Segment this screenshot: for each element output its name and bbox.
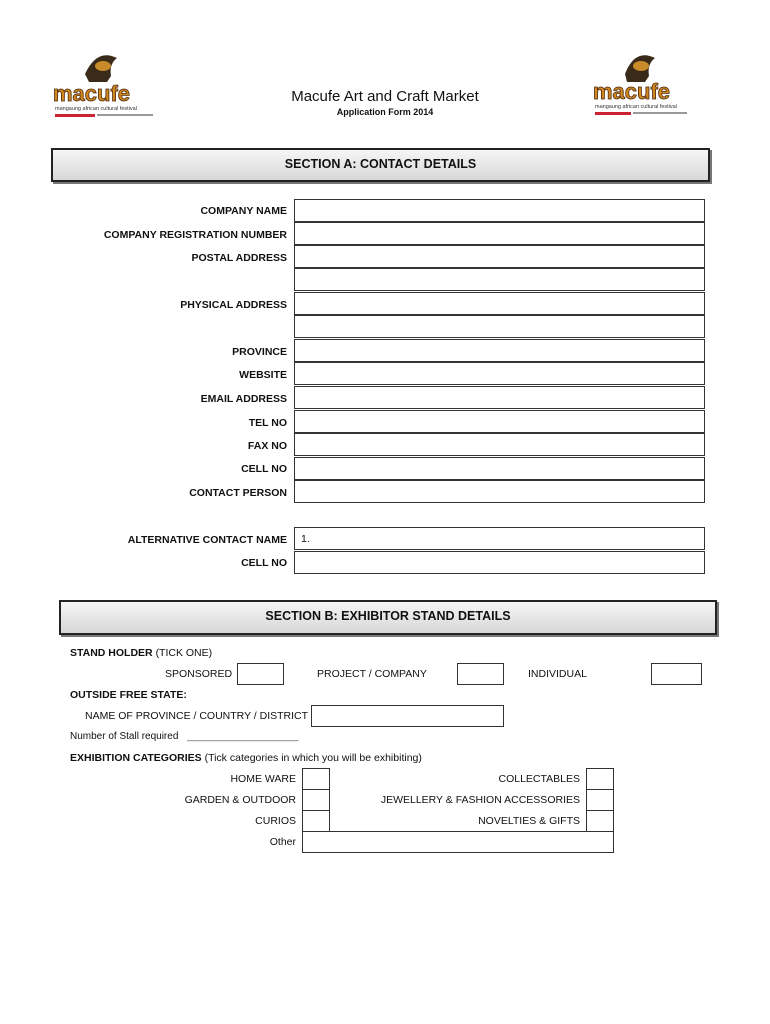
alternative-contact-label: ALTERNATIVE CONTACT NAME (127, 534, 287, 546)
tel-no-input[interactable] (294, 410, 705, 433)
tel-no-label: TEL NO (248, 417, 287, 429)
novelties-checkbox[interactable] (586, 810, 614, 832)
cell-no-label: CELL NO (241, 463, 287, 475)
macufe-logo-right (585, 44, 697, 122)
company-registration-label: COMPANY REGISTRATION NUMBER (103, 229, 287, 241)
project-company-checkbox[interactable] (457, 663, 504, 685)
individual-checkbox[interactable] (651, 663, 702, 685)
jewellery-label: JEWELLERY & FASHION ACCESSORIES (380, 794, 580, 806)
alternative-contact-input[interactable]: 1. (294, 527, 705, 550)
individual-label: INDIVIDUAL (528, 668, 587, 680)
form-subtitle: Application Form 2014 (336, 107, 434, 117)
fax-no-label: FAX NO (247, 440, 287, 452)
exhibition-categories-note: (Tick categories in which you will be exhibiting) (204, 752, 422, 764)
contact-person-label: CONTACT PERSON (189, 487, 287, 499)
fax-no-input[interactable] (294, 433, 705, 456)
outside-free-state-label: OUTSIDE FREE STATE: (70, 689, 187, 701)
physical-address-input-2[interactable] (294, 315, 705, 338)
postal-address-input-1[interactable] (294, 245, 705, 268)
company-registration-input[interactable] (294, 222, 705, 245)
email-address-input[interactable] (294, 386, 705, 409)
sponsored-checkbox[interactable] (237, 663, 284, 685)
collectables-checkbox[interactable] (586, 768, 614, 790)
alt-cell-no-label: CELL NO (241, 557, 287, 569)
curios-checkbox[interactable] (302, 810, 330, 832)
website-label: WEBSITE (239, 369, 287, 381)
name-of-province-label: NAME OF PROVINCE / COUNTRY / DISTRICT (85, 710, 309, 722)
stand-holder-label: STAND HOLDER (70, 647, 153, 659)
cell-no-input[interactable] (294, 457, 705, 480)
garden-outdoor-label: GARDEN & OUTDOOR (184, 794, 296, 806)
svg-text:macufe: macufe (53, 81, 131, 106)
contact-person-input[interactable] (294, 480, 705, 503)
physical-address-input-1[interactable] (294, 292, 705, 315)
alt-cell-no-input[interactable] (294, 551, 705, 574)
stand-holder-note: (TICK ONE) (155, 647, 213, 659)
province-label: PROVINCE (232, 346, 287, 358)
company-name-label: COMPANY NAME (200, 205, 287, 217)
name-of-province-input[interactable] (311, 705, 504, 727)
postal-address-input-2[interactable] (294, 268, 705, 291)
number-of-stall-text: Number of Stall required (70, 731, 179, 742)
svg-text:macufe: macufe (593, 79, 671, 104)
stand-holder-heading (70, 647, 212, 659)
project-company-label: PROJECT / COMPANY (317, 668, 427, 680)
novelties-label: NOVELTIES & GIFTS (478, 815, 580, 827)
other-label: Other (269, 836, 296, 848)
section-a-header: SECTION A: CONTACT DETAILS (51, 148, 710, 182)
exhibition-categories-label: EXHIBITION CATEGORIES (70, 752, 202, 764)
garden-outdoor-checkbox[interactable] (302, 789, 330, 811)
physical-address-label: PHYSICAL ADDRESS (180, 299, 287, 311)
company-name-input[interactable] (294, 199, 705, 222)
exhibition-categories-heading (70, 752, 422, 764)
number-of-stall-label (70, 731, 298, 742)
curios-label: CURIOS (255, 815, 296, 827)
macufe-logo-left (45, 46, 163, 124)
email-address-label: EMAIL ADDRESS (200, 393, 287, 405)
website-input[interactable] (294, 362, 705, 385)
section-b-header: SECTION B: EXHIBITOR STAND DETAILS (59, 600, 717, 635)
sponsored-label: SPONSORED (165, 668, 233, 680)
svg-text:mangaung african cultural fest: mangaung african cultural festival (55, 106, 137, 112)
svg-text:mangaung african cultural fest: mangaung african cultural festival (595, 104, 677, 110)
number-of-stall-blank[interactable]: ____________________ (187, 731, 299, 742)
home-ware-checkbox[interactable] (302, 768, 330, 790)
home-ware-label: HOME WARE (230, 773, 296, 785)
other-input[interactable] (302, 831, 614, 853)
province-input[interactable] (294, 339, 705, 362)
jewellery-checkbox[interactable] (586, 789, 614, 811)
form-title: Macufe Art and Craft Market (291, 88, 479, 105)
postal-address-label: POSTAL ADDRESS (191, 252, 287, 264)
collectables-label: COLLECTABLES (498, 773, 580, 785)
